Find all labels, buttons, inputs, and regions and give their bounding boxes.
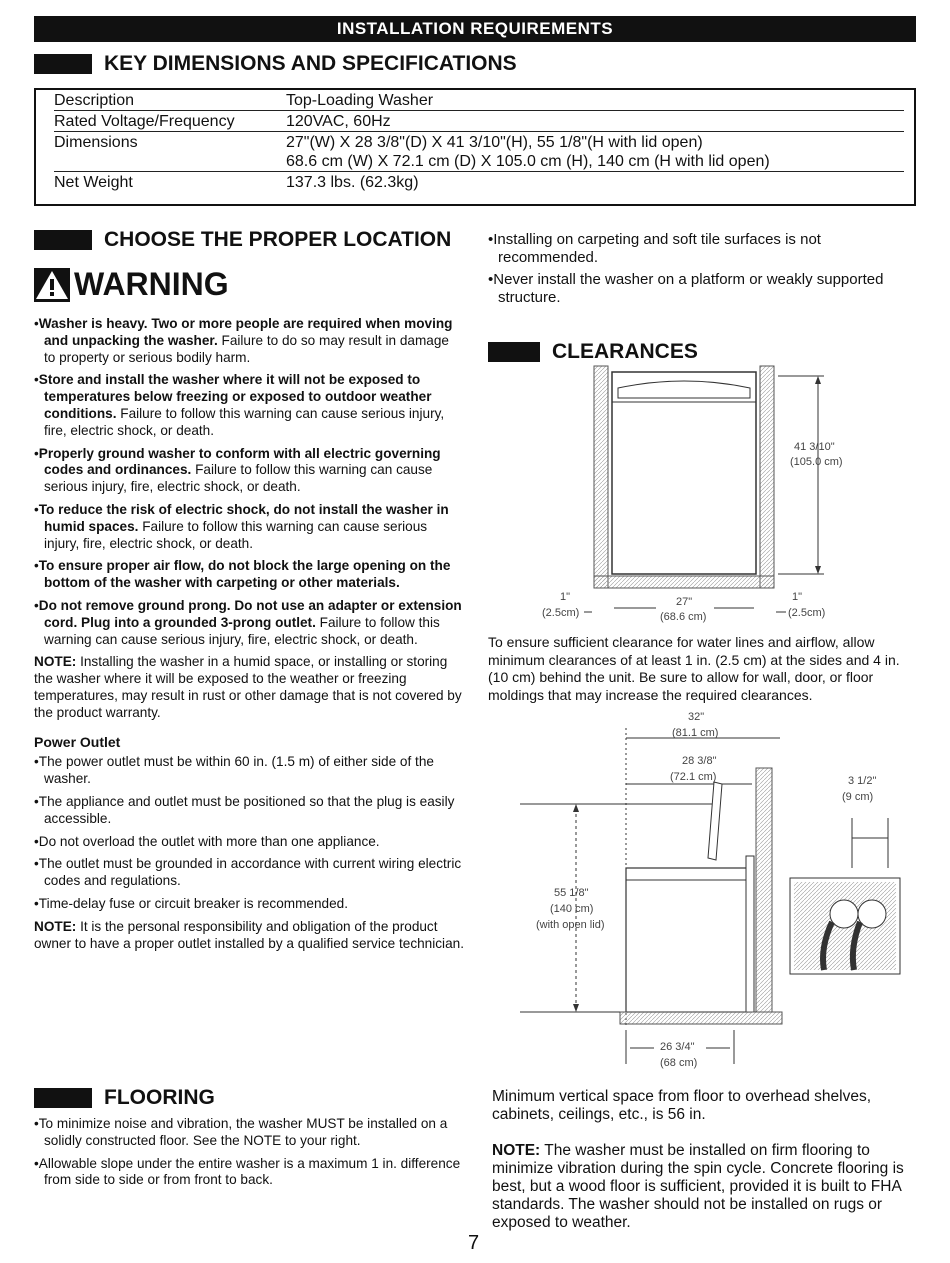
spec-value	[286, 132, 904, 172]
side-clearance-diagram	[520, 708, 910, 1078]
power-item-text: The power outlet must be within 60 in. (1.5 m) of either side of the washer.	[38, 754, 434, 787]
specifications-table	[34, 88, 916, 206]
spec-label: Rated Voltage/Frequency	[54, 111, 286, 132]
arrow-down-icon	[815, 566, 821, 574]
note-text: Installing the washer in a humid space, or installing or storing the washer where it will be exposed to the weather or freezing temperatures, may result in rust or other damage that is not covered by the product warranty.	[34, 654, 462, 720]
rear-clearance-cm: (9 cm)	[842, 791, 874, 803]
heading-bar	[34, 54, 92, 74]
open-lid	[708, 782, 722, 860]
flooring-item: •To minimize noise and vibration, the washer MUST be installed on a solidly constructed floor. See the NOTE to your right.	[34, 1116, 448, 1148]
page-number: 7	[468, 1232, 480, 1254]
left-column	[34, 316, 464, 958]
flooring-item-text: To minimize noise and vibration, the washer MUST be installed on a solidly constructed floor. See the NOTE to your right.	[38, 1116, 448, 1148]
warning-text: Failure to follow this warning can cause serious injury, fire, electric shock, or death.	[44, 462, 433, 495]
warning-bold: To reduce the risk of electric shock, do not install the washer in humid spaces.	[38, 501, 449, 534]
side-right-in: 1"	[792, 591, 803, 603]
heading-bar	[34, 1088, 92, 1108]
power-item-text: Do not overload the outlet with more than one appliance.	[38, 833, 380, 849]
heading-bar	[488, 342, 540, 362]
front-width-cm: (68.6 cm)	[660, 611, 707, 623]
location-right-list	[488, 231, 908, 307]
note-label: NOTE:	[492, 1142, 541, 1159]
note-text: The washer must be installed on firm flooring to minimize vibration during the spin cycle. Concrete flooring is best, but a wood floor is sufficient, provided it is built to FHA standards. The washer should not be installed on rugs or exposed to weather.	[492, 1142, 904, 1231]
front-height-cm: (105.0 cm)	[790, 456, 843, 468]
washer-side	[626, 868, 750, 1012]
note-text: It is the personal responsibility and obligation of the product owner to have a proper outlet installed by a qualified service technician.	[34, 918, 464, 951]
base-in: 26 3/4"	[660, 1041, 695, 1053]
warning-text: Failure to follow this warning can cause serious injury, fire, electric shock, or death.	[44, 405, 445, 438]
vertical-space-text: Minimum vertical space from floor to overhead shelves, cabinets, ceilings, etc., is 56 in.	[492, 1088, 872, 1123]
location-item-text: Installing on carpeting and soft tile surfaces is not recommended.	[493, 231, 821, 266]
power-item: •Time-delay fuse or circuit breaker is recommended.	[34, 895, 349, 911]
spec-label: Net Weight	[54, 174, 133, 191]
warning-bold: Washer is heavy. Two or more people are required when moving and unpacking the washer.	[38, 316, 453, 348]
warning-text: Failure to follow this warning can cause serious injury, fire, electric shock, or death.	[44, 614, 440, 647]
warning-title: WARNING	[74, 266, 229, 302]
arrow-up-icon	[573, 804, 579, 812]
arrow-down-icon	[573, 1004, 579, 1012]
warning-item: •Store and install the washer where it will not be exposed to temperatures below freezing or exposed to outdoor weather conditions. Failure to follow this warning can cause serious injury, fire, electric shock, or death.	[34, 372, 445, 438]
water-line	[746, 856, 754, 1012]
dimensions-metric: 68.6 cm (W) X 72.1 cm (D) X 105.0 cm (H), 140 cm (H with lid open)	[286, 153, 770, 170]
key-dimensions-title: KEY DIMENSIONS AND SPECIFICATIONS	[104, 52, 517, 75]
power-item-text: The outlet must be grounded in accordance with current wiring electric codes and regulations.	[38, 856, 462, 889]
left-wall	[594, 366, 608, 588]
flooring-title: FLOORING	[104, 1086, 215, 1109]
right-wall	[760, 366, 774, 588]
flooring-item: •Allowable slope under the entire washer is a maximum 1 in. difference from side to side or from front to back.	[34, 1155, 461, 1188]
side-floor	[620, 1012, 782, 1024]
note-label: NOTE:	[34, 918, 77, 934]
arrow-up-icon	[815, 376, 821, 384]
power-item: •The power outlet must be within 60 in. (1.5 m) of either side of the washer.	[34, 754, 434, 787]
installation-requirements-banner: INSTALLATION REQUIREMENTS	[34, 16, 916, 42]
location-title: CHOOSE THE PROPER LOCATION	[104, 228, 452, 251]
warning-bold: To ensure proper air flow, do not block the large opening on the bottom of the washer with carpeting or other materials.	[38, 558, 451, 591]
flooring-list	[34, 1116, 464, 1195]
key-dimensions-heading	[34, 52, 517, 76]
table-row	[54, 111, 904, 132]
warning-bold: Do not remove ground prong. Do not use an adapter or extension cord. Plug into a grounded 3-prong outlet.	[38, 597, 462, 630]
humid-note	[34, 654, 464, 721]
warning-bold: Store and install the washer where it will not be exposed to temperatures below freezing or exposed to outdoor weather conditions.	[38, 372, 432, 421]
clearances-heading	[488, 340, 698, 364]
power-outlet-heading: Power Outlet	[34, 733, 121, 750]
front-height-in: 41 3/10"	[794, 441, 835, 453]
location-item-text: Never install the washer on a platform or weakly supported structure.	[493, 271, 884, 306]
table-row	[54, 172, 904, 193]
heading-bar	[34, 230, 92, 250]
flooring-heading	[34, 1086, 215, 1110]
clearances-title: CLEARANCES	[552, 340, 698, 363]
spec-label: Description	[54, 90, 286, 111]
lid-open-note: (with open lid)	[536, 919, 605, 931]
power-item-text: The appliance and outlet must be positioned so that the plug is easily accessible.	[38, 793, 455, 826]
warning-item: •Properly ground washer to conform with all electric governing codes and ordinances. Failure to follow this warning can cause serious injury, fire, electric shock, or death.	[34, 445, 441, 495]
side-right-cm: (2.5cm)	[788, 607, 826, 619]
spec-value: 137.3 lbs. (62.3kg)	[286, 174, 419, 191]
flooring-item-text: Allowable slope under the entire washer is a maximum 1 in. difference from side to side or from front to back.	[38, 1155, 461, 1188]
flooring-note	[492, 1142, 912, 1232]
table-row	[54, 90, 904, 111]
table-row	[54, 132, 904, 172]
side-left-in: 1"	[560, 591, 571, 603]
power-item: •The appliance and outlet must be positioned so that the plug is easily accessible.	[34, 793, 455, 826]
lid-open-cm: (140 cm)	[550, 903, 594, 915]
power-item-text: Time-delay fuse or circuit breaker is recommended.	[38, 895, 349, 911]
power-item: •The outlet must be grounded in accordance with current wiring electric codes and regulations.	[34, 856, 462, 889]
spec-label: Dimensions	[54, 132, 286, 172]
dimensions-imperial: 27"(W) X 28 3/8"(D) X 41 3/10"(H), 55 1/8"(H with lid open)	[286, 134, 703, 151]
warning-item: •To ensure proper air flow, do not block the large opening on the bottom of the washer with carpeting or other materials.	[34, 558, 451, 591]
back-wall	[756, 768, 772, 1012]
spec-value: Top-Loading Washer	[286, 90, 904, 111]
front-clearance-diagram	[530, 362, 843, 628]
power-item: •Do not overload the outlet with more than one appliance.	[34, 833, 380, 849]
front-width-in: 27"	[676, 596, 693, 608]
warning-text: Failure to do so may result in damage to property or serious bodily harm.	[44, 332, 449, 365]
base-cm: (68 cm)	[660, 1057, 698, 1069]
clearance-text: To ensure sufficient clearance for water lines and airflow, allow minimum clearances of at least 1 in. (2.5 cm) at the sides and 4 in. (10 cm) behind the unit. Be sure to allow for wall, door, or floor moldings that may increase the required clearances.	[488, 634, 900, 703]
warning-item: •Do not remove ground prong. Do not use an adapter or extension cord. Plug into a grounded 3-prong outlet. Failure to follow this warning can cause serious injury, fire, electric shock, or death.	[34, 597, 462, 647]
warning-text: Failure to follow this warning can cause serious injury, fire, electric shock, or death.	[44, 518, 428, 551]
warning-heading	[34, 266, 229, 303]
warning-triangle-icon	[34, 268, 70, 302]
warning-bold: Properly ground washer to conform with all electric governing codes and ordinances.	[38, 445, 441, 478]
location-item: •Installing on carpeting and soft tile surfaces is not recommended.	[488, 231, 821, 266]
depth-cm: (72.1 cm)	[670, 771, 717, 783]
floor	[594, 576, 774, 588]
depth-in: 28 3/8"	[682, 755, 717, 767]
spec-value: 120VAC, 60Hz	[286, 111, 904, 132]
outlet-note	[34, 919, 464, 953]
location-heading	[34, 228, 451, 252]
warning-item: •To reduce the risk of electric shock, do not install the washer in humid spaces. Failure to follow this warning can cause serious injury, fire, electric shock, or death.	[34, 501, 449, 551]
side-left-cm: (2.5cm)	[542, 607, 580, 619]
total-depth-in: 32"	[688, 711, 705, 723]
warning-item: •Washer is heavy. Two or more people are required when moving and unpacking the washer. Failure to do so may result in damage to property or serious bodily harm.	[34, 316, 453, 365]
lid-open-in: 55 1/8"	[554, 887, 589, 899]
rear-clearance-in: 3 1/2"	[848, 775, 877, 787]
note-label: NOTE:	[34, 654, 77, 670]
total-depth-cm: (81.1 cm)	[672, 727, 719, 739]
location-item: •Never install the washer on a platform or weakly supported structure.	[488, 271, 884, 306]
